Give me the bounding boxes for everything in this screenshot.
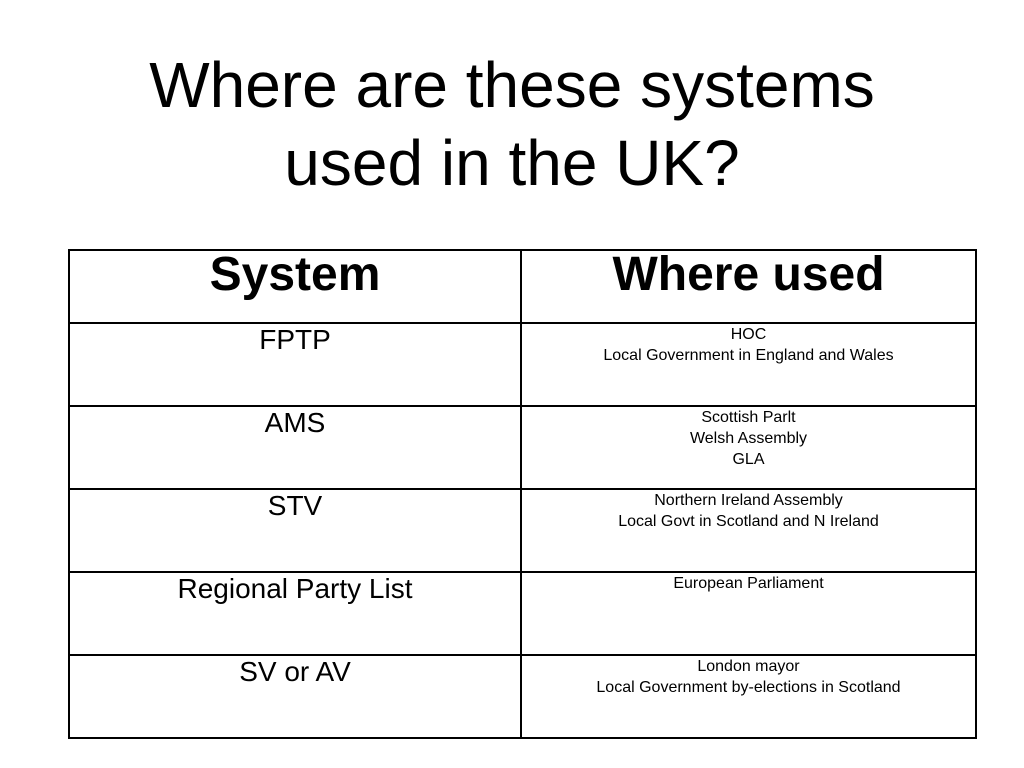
table-header-row [69,250,976,323]
where-used-cell [521,406,976,489]
system-cell: Regional Party List [69,572,521,655]
table-row [69,655,976,738]
where-used-cell [521,655,976,738]
where-used-cell [521,323,976,406]
system-cell: STV [69,489,521,572]
where-used-line: Local Government in England and Wales [603,347,894,364]
where-used-line: Scottish Parlt [701,409,796,426]
header-where-used: Where used [521,250,976,323]
system-cell: AMS [69,406,521,489]
table-row [69,323,976,406]
where-used-line: Welsh Assembly [689,430,808,447]
where-used-line: European Parliament [673,575,824,592]
header-system: System [69,250,521,323]
system-cell: FPTP [69,323,521,406]
where-used-line: Local Govt in Scotland and N Ireland [618,513,879,530]
where-used-line: Local Government by-elections in Scotland [596,679,901,696]
slide-title [0,46,1024,202]
slide-title-line-2: used in the UK? [284,127,740,199]
slide-title-line-1: Where are these systems [149,49,875,121]
where-used-line: GLA [732,451,765,468]
where-used-line: HOC [730,326,767,343]
where-used-cell [521,489,976,572]
systems-table [68,249,977,739]
where-used-cell [521,572,976,655]
system-cell: SV or AV [69,655,521,738]
where-used-line: Northern Ireland Assembly [654,492,843,509]
table-row [69,572,976,655]
table-row [69,489,976,572]
table-row [69,406,976,489]
where-used-line: London mayor [697,658,800,675]
